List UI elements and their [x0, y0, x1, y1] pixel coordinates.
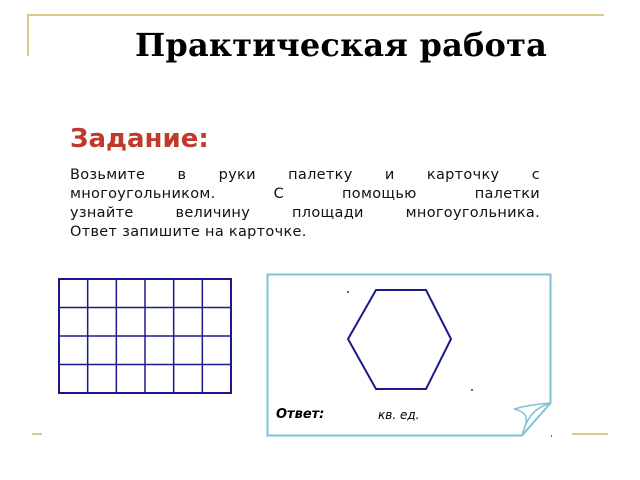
dot-top-left: [347, 291, 349, 293]
frame-left-line: [27, 14, 29, 56]
slide-title: Практическая работа: [135, 26, 548, 64]
frame-top-line: [28, 14, 604, 16]
answer-label: Ответ:: [276, 407, 325, 422]
dot-bottom-right: [471, 389, 473, 391]
task-line-2: многоугольником. С помощью палетки: [70, 186, 540, 202]
units-label: кв. ед.: [378, 408, 420, 422]
task-line-3: узнайте величину площади многоугольника.: [70, 205, 540, 221]
task-heading: Задание:: [70, 124, 209, 154]
task-line-1: Возьмите в руки палетку и карточку с: [70, 167, 540, 183]
palette-grid: [58, 278, 232, 394]
task-line-4: Ответ запишите на карточке.: [70, 224, 307, 240]
frame-bottom-right-line: [572, 433, 608, 435]
frame-bottom-left-line: [32, 433, 42, 435]
dot-corner: [551, 435, 552, 437]
task-text: [70, 166, 540, 242]
